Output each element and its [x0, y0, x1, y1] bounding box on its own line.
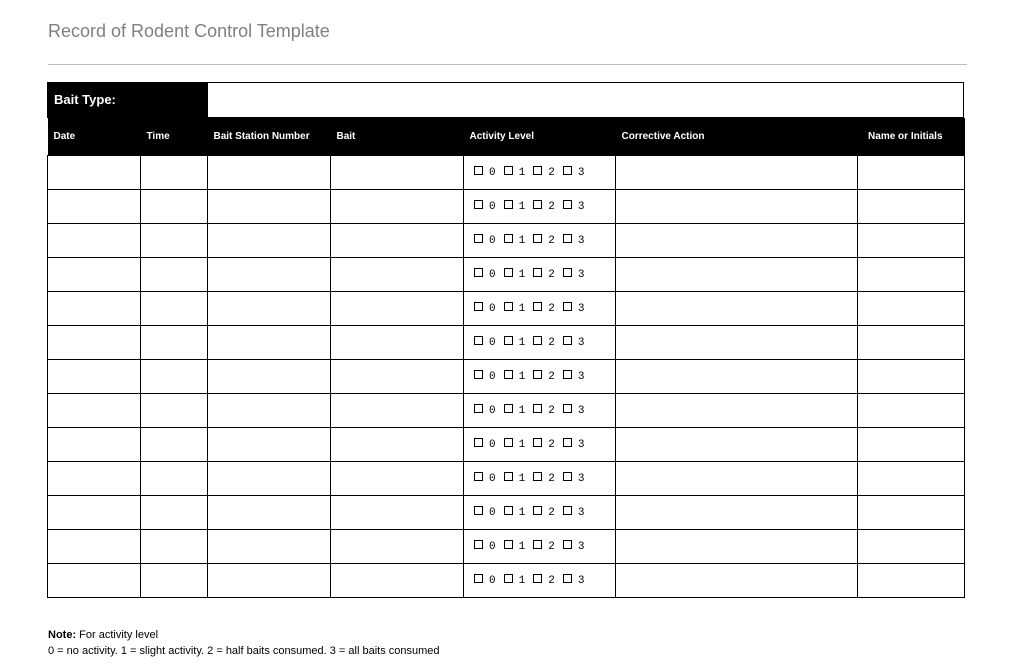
activity-level-number: 1: [518, 269, 526, 281]
activity-level-number: 1: [518, 371, 526, 383]
activity-level-cell: [464, 360, 616, 394]
column-header-bait-station-number: Bait Station Number: [208, 118, 331, 156]
activity-checkbox[interactable]: [563, 234, 572, 243]
activity-level-cell: [464, 156, 616, 190]
bait-cell[interactable]: [331, 190, 464, 224]
activity-checkbox[interactable]: [474, 234, 483, 243]
activity-checkbox[interactable]: [563, 574, 572, 583]
bait-cell[interactable]: [331, 258, 464, 292]
bait-cell[interactable]: [331, 292, 464, 326]
activity-level-number: 0: [489, 269, 496, 281]
activity-checkbox[interactable]: [563, 540, 572, 549]
activity-level-number: 1: [518, 201, 526, 213]
name-or-initials-cell[interactable]: [858, 530, 965, 564]
activity-level-number: 0: [489, 507, 496, 519]
time-cell[interactable]: [141, 360, 208, 394]
activity-level-cell: [464, 292, 616, 326]
bait-cell[interactable]: [331, 360, 464, 394]
activity-checkbox[interactable]: [533, 370, 542, 379]
bait-station-number-cell[interactable]: [208, 360, 331, 394]
activity-level-cell: [464, 564, 616, 598]
corrective-action-cell[interactable]: [616, 530, 858, 564]
activity-checkbox[interactable]: [533, 404, 542, 413]
bait-cell[interactable]: [331, 326, 464, 360]
time-cell[interactable]: [141, 224, 208, 258]
time-cell[interactable]: [141, 428, 208, 462]
activity-checkbox[interactable]: [563, 166, 572, 175]
activity-level-number: 1: [518, 405, 526, 417]
bait-station-number-cell[interactable]: [208, 156, 331, 190]
activity-level-number: 3: [577, 303, 585, 315]
bait-cell[interactable]: [331, 156, 464, 190]
rodent-control-table: [47, 118, 965, 598]
date-cell[interactable]: [48, 258, 141, 292]
activity-checkbox[interactable]: [474, 404, 483, 413]
activity-level-number: 2: [548, 303, 555, 315]
activity-level-number: 2: [548, 405, 555, 417]
activity-level-number: 2: [548, 541, 555, 553]
bait-cell[interactable]: [331, 530, 464, 564]
bait-cell[interactable]: [331, 462, 464, 496]
activity-level-cell: [464, 224, 616, 258]
table-row: [48, 224, 965, 258]
activity-level-number: 2: [548, 507, 555, 519]
activity-checkbox[interactable]: [504, 302, 513, 311]
corrective-action-cell[interactable]: [616, 190, 858, 224]
time-cell[interactable]: [141, 462, 208, 496]
activity-checkbox[interactable]: [474, 472, 483, 481]
name-or-initials-cell[interactable]: [858, 564, 965, 598]
activity-checkbox[interactable]: [474, 438, 483, 447]
activity-checkbox[interactable]: [533, 472, 542, 481]
name-or-initials-cell[interactable]: [858, 428, 965, 462]
time-cell[interactable]: [141, 292, 208, 326]
table-row: [48, 394, 965, 428]
time-cell[interactable]: [141, 190, 208, 224]
time-cell[interactable]: [141, 258, 208, 292]
time-cell[interactable]: [141, 394, 208, 428]
activity-checkbox[interactable]: [533, 438, 542, 447]
activity-level-number: 0: [489, 541, 496, 553]
table-row: [48, 156, 965, 190]
activity-level-number: 2: [548, 269, 555, 281]
column-header-name-or-initials: Name or Initials: [858, 118, 965, 156]
activity-level-number: 0: [489, 235, 496, 247]
activity-level-number: 3: [577, 371, 585, 383]
name-or-initials-cell[interactable]: [858, 360, 965, 394]
date-cell[interactable]: [48, 326, 141, 360]
time-cell[interactable]: [141, 156, 208, 190]
date-cell[interactable]: [48, 530, 141, 564]
activity-level-number: 1: [518, 303, 526, 315]
activity-level-number: 1: [518, 439, 526, 451]
activity-checkbox[interactable]: [504, 506, 513, 515]
corrective-action-cell[interactable]: [616, 156, 858, 190]
activity-level-number: 1: [518, 235, 526, 247]
corrective-action-cell[interactable]: [616, 292, 858, 326]
corrective-action-cell[interactable]: [616, 428, 858, 462]
bait-type-label: Bait Type:: [47, 82, 208, 118]
activity-level-number: 3: [577, 235, 585, 247]
note-label: Note:: [48, 629, 77, 641]
activity-level-cell: [464, 190, 616, 224]
activity-level-number: 3: [577, 405, 585, 417]
table-row: [48, 462, 965, 496]
name-or-initials-cell[interactable]: [858, 258, 965, 292]
bait-station-number-cell[interactable]: [208, 564, 331, 598]
bait-station-number-cell[interactable]: [208, 190, 331, 224]
activity-checkbox[interactable]: [504, 472, 513, 481]
table-row: [48, 190, 965, 224]
activity-level-number: 0: [489, 575, 496, 587]
activity-level-number: 0: [489, 439, 496, 451]
bait-station-number-cell[interactable]: [208, 496, 331, 530]
bait-type-field[interactable]: [208, 82, 964, 118]
date-cell[interactable]: [48, 360, 141, 394]
table-body: [48, 156, 965, 598]
column-header-activity-level: Activity Level: [464, 118, 616, 156]
activity-checkbox[interactable]: [563, 404, 572, 413]
activity-checkbox[interactable]: [504, 200, 513, 209]
corrective-action-cell[interactable]: [616, 564, 858, 598]
activity-checkbox[interactable]: [563, 268, 572, 277]
activity-level-number: 3: [577, 473, 585, 485]
activity-level-number: 1: [518, 337, 526, 349]
activity-level-number: 1: [518, 167, 526, 179]
date-cell[interactable]: [48, 394, 141, 428]
activity-checkbox[interactable]: [563, 472, 572, 481]
table-row: [48, 496, 965, 530]
table-row: [48, 428, 965, 462]
note: [48, 627, 440, 659]
activity-level-cell: [464, 326, 616, 360]
column-header-time: Time: [141, 118, 208, 156]
activity-checkbox[interactable]: [563, 302, 572, 311]
activity-checkbox[interactable]: [563, 506, 572, 515]
activity-level-number: 2: [548, 371, 555, 383]
activity-checkbox[interactable]: [474, 506, 483, 515]
activity-level-number: 0: [489, 337, 496, 349]
activity-checkbox[interactable]: [504, 438, 513, 447]
activity-level-number: 3: [577, 575, 585, 587]
time-cell[interactable]: [141, 530, 208, 564]
table-row: [48, 326, 965, 360]
activity-level-number: 3: [577, 439, 585, 451]
corrective-action-cell[interactable]: [616, 224, 858, 258]
corrective-action-cell[interactable]: [616, 462, 858, 496]
activity-checkbox[interactable]: [504, 540, 513, 549]
activity-checkbox[interactable]: [504, 574, 513, 583]
activity-checkbox[interactable]: [474, 268, 483, 277]
activity-level-number: 0: [489, 371, 496, 383]
activity-checkbox[interactable]: [563, 200, 572, 209]
bait-station-number-cell[interactable]: [208, 224, 331, 258]
activity-level-number: 2: [548, 167, 555, 179]
activity-checkbox[interactable]: [504, 404, 513, 413]
name-or-initials-cell[interactable]: [858, 496, 965, 530]
activity-level-number: 2: [548, 439, 555, 451]
activity-checkbox[interactable]: [504, 166, 513, 175]
bait-station-number-cell[interactable]: [208, 326, 331, 360]
column-header-corrective-action: Corrective Action: [616, 118, 858, 156]
activity-level-cell: [464, 462, 616, 496]
column-header-bait: Bait: [331, 118, 464, 156]
activity-level-cell: [464, 258, 616, 292]
activity-level-number: 0: [489, 167, 496, 179]
activity-checkbox[interactable]: [533, 268, 542, 277]
bait-station-number-cell[interactable]: [208, 292, 331, 326]
activity-checkbox[interactable]: [533, 506, 542, 515]
date-cell[interactable]: [48, 292, 141, 326]
table-row: [48, 258, 965, 292]
date-cell[interactable]: [48, 564, 141, 598]
time-cell[interactable]: [141, 326, 208, 360]
bait-station-number-cell[interactable]: [208, 462, 331, 496]
activity-level-number: 0: [489, 405, 496, 417]
activity-checkbox[interactable]: [474, 336, 483, 345]
bait-type-row: [47, 82, 964, 118]
date-cell[interactable]: [48, 496, 141, 530]
activity-level-number: 3: [577, 269, 585, 281]
note-legend: 0 = no activity. 1 = slight activity. 2 = half baits consumed. 3 = all baits consumed: [48, 645, 440, 657]
activity-checkbox[interactable]: [563, 438, 572, 447]
bait-cell[interactable]: [331, 496, 464, 530]
date-cell[interactable]: [48, 462, 141, 496]
table-row: [48, 530, 965, 564]
page-title: Record of Rodent Control Template: [48, 21, 330, 41]
activity-level-number: 0: [489, 303, 496, 315]
activity-level-number: 2: [548, 201, 555, 213]
activity-checkbox[interactable]: [504, 234, 513, 243]
corrective-action-cell[interactable]: [616, 394, 858, 428]
note-text: For activity level: [79, 629, 159, 641]
activity-checkbox[interactable]: [563, 370, 572, 379]
activity-checkbox[interactable]: [474, 302, 483, 311]
activity-checkbox[interactable]: [563, 336, 572, 345]
activity-level-number: 1: [518, 507, 526, 519]
activity-checkbox[interactable]: [533, 336, 542, 345]
activity-level-number: 3: [577, 507, 585, 519]
activity-checkbox[interactable]: [474, 200, 483, 209]
activity-level-cell: [464, 530, 616, 564]
activity-level-number: 3: [577, 167, 585, 179]
date-cell[interactable]: [48, 428, 141, 462]
activity-checkbox[interactable]: [533, 234, 542, 243]
bait-cell[interactable]: [331, 224, 464, 258]
activity-level-cell: [464, 496, 616, 530]
activity-checkbox[interactable]: [504, 336, 513, 345]
activity-level-cell: [464, 428, 616, 462]
activity-level-cell: [464, 394, 616, 428]
activity-checkbox[interactable]: [504, 268, 513, 277]
name-or-initials-cell[interactable]: [858, 224, 965, 258]
table-header-row: [48, 118, 965, 156]
name-or-initials-cell[interactable]: [858, 292, 965, 326]
activity-level-number: 3: [577, 201, 585, 213]
column-header-date: Date: [48, 118, 141, 156]
bait-cell[interactable]: [331, 428, 464, 462]
activity-level-number: 1: [518, 541, 526, 553]
activity-level-number: 2: [548, 337, 555, 349]
time-cell[interactable]: [141, 564, 208, 598]
time-cell[interactable]: [141, 496, 208, 530]
activity-level-number: 2: [548, 575, 555, 587]
activity-level-number: 1: [518, 575, 526, 587]
activity-checkbox[interactable]: [533, 200, 542, 209]
activity-checkbox[interactable]: [533, 574, 542, 583]
activity-checkbox[interactable]: [533, 540, 542, 549]
activity-level-number: 1: [518, 473, 526, 485]
date-cell[interactable]: [48, 224, 141, 258]
table-row: [48, 292, 965, 326]
activity-level-number: 2: [548, 235, 555, 247]
activity-checkbox[interactable]: [474, 370, 483, 379]
activity-level-number: 3: [577, 541, 585, 553]
name-or-initials-cell[interactable]: [858, 190, 965, 224]
bait-cell[interactable]: [331, 564, 464, 598]
activity-checkbox[interactable]: [533, 302, 542, 311]
name-or-initials-cell[interactable]: [858, 394, 965, 428]
activity-level-number: 2: [548, 473, 555, 485]
note-line-1: [48, 627, 440, 643]
table-row: [48, 564, 965, 598]
activity-level-number: 0: [489, 201, 496, 213]
date-cell[interactable]: [48, 190, 141, 224]
bait-cell[interactable]: [331, 394, 464, 428]
table-row: [48, 360, 965, 394]
date-cell[interactable]: [48, 156, 141, 190]
bait-station-number-cell[interactable]: [208, 530, 331, 564]
bait-station-number-cell[interactable]: [208, 394, 331, 428]
activity-checkbox[interactable]: [533, 166, 542, 175]
corrective-action-cell[interactable]: [616, 496, 858, 530]
bait-station-number-cell[interactable]: [208, 428, 331, 462]
title-divider: [48, 64, 967, 65]
activity-checkbox[interactable]: [474, 540, 483, 549]
activity-checkbox[interactable]: [474, 574, 483, 583]
bait-station-number-cell[interactable]: [208, 258, 331, 292]
activity-checkbox[interactable]: [504, 370, 513, 379]
corrective-action-cell[interactable]: [616, 360, 858, 394]
name-or-initials-cell[interactable]: [858, 462, 965, 496]
name-or-initials-cell[interactable]: [858, 156, 965, 190]
name-or-initials-cell[interactable]: [858, 326, 965, 360]
activity-level-number: 3: [577, 337, 585, 349]
corrective-action-cell[interactable]: [616, 326, 858, 360]
activity-level-number: 0: [489, 473, 496, 485]
activity-checkbox[interactable]: [474, 166, 483, 175]
corrective-action-cell[interactable]: [616, 258, 858, 292]
